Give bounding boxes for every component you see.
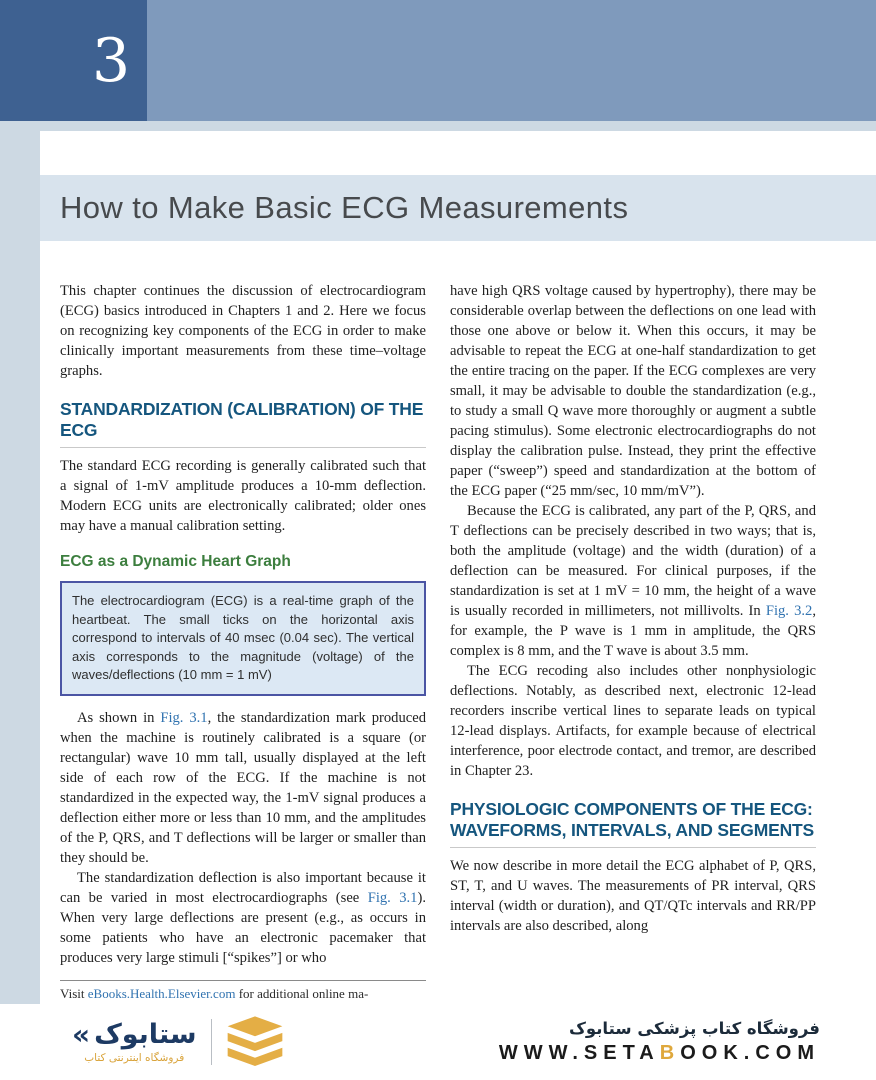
chapter-header-band (147, 0, 876, 121)
two-column-text (40, 241, 876, 1002)
text-segment: , for example, the P wave is 1 mm in amplitude, the QRS complex is 8 mm, and the T wave is about 3.5 mm. (450, 603, 816, 659)
url-highlight: B (659, 1042, 681, 1064)
calibration-paragraph: The standard ECG recording is generally calibrated such that a signal of 1-mV amplitude produces a 10-mm deflection. Modern ECG units are electronically calibrated; older ones may have a manual calibration setting. (60, 458, 426, 534)
logo-wordmark (72, 1020, 197, 1050)
standardization-deflection-paragraph (60, 868, 426, 968)
heading-standardization: STANDARDIZATION (CALIBRATION) OF THE ECG (60, 399, 426, 448)
chapter-number-box (0, 0, 147, 121)
bookstore-footer (0, 1004, 876, 1080)
standardization-mark-paragraph (60, 708, 426, 868)
text-segment: The standardization deflection is also important because it can be varied in most electrocardiographs (see (60, 869, 426, 906)
heading-physiologic-components: PHYSIOLOGIC COMPONENTS OF THE ECG: WAVEFORMS, INTERVALS, AND SEGMENTS (450, 799, 816, 848)
text-segment: ). When very large deflections are present (e.g., as occurs in some patients who have an electronic pacemaker that produces very large stimuli [“spikes”] or who (60, 889, 426, 966)
text-segment: As shown in (77, 709, 161, 726)
key-point-text: The electrocardiogram (ECG) is a real-time graph of the heartbeat. The small ticks on the horizontal axis correspond to intervals of 40 msec (0.04 sec). The vertical axis corresponds to the magnitude (voltage) of the waves/deflections (10 mm = 1 mV) (72, 593, 414, 682)
artifacts-paragraph: The ECG recoding also includes other nonphysiologic deflections. Notably, as described next, electronic 12-lead recorders inscribe vertical lines to separate leads on typical 12-lead displays. Artifacts, for example because of electrical interference, poor electrode contact, and tremor, are described in Chapter 23. (450, 663, 816, 779)
right-column (450, 281, 816, 1002)
logo-text-block (72, 1020, 197, 1064)
text-segment: , the standardization mark produced when the machine is routinely calibrated is a square (or rectangular) wave 10 mm tall, usually displayed at the left side of each row of the ECG. If the machine is not standardized in the expected way, the 1-mV signal produces a deflection either more or less than 10 mm, and the amplitudes of the P, QRS, and T deflections will be larger or smaller than they should be. (60, 709, 427, 866)
chapter-header (0, 0, 876, 121)
url-segment: OOK.COM (680, 1042, 820, 1064)
fig-3-1-link[interactable]: Fig. 3.1 (367, 889, 418, 906)
chapter-number: 3 (92, 25, 131, 96)
logo-subtitle: فروشگاه اینترنتی کتاب (84, 1051, 185, 1064)
heading-dynamic-heart-graph: ECG as a Dynamic Heart Graph (60, 553, 291, 570)
text-segment: Because the ECG is calibrated, any part of the P, QRS, and T deflections can be precisely described in two ways; that is, both the amplitude (voltage) and the width (duration) of a deflection can be measured. For clinical purposes, if the standardization is set at 1 mV = 10 mm, the height of a wave is usually recorded in millimeters, not millivolts. In (450, 503, 816, 619)
key-point-box (60, 581, 426, 696)
ebook-footnote (60, 980, 426, 1002)
chapter-title-band (40, 175, 876, 241)
url-segment: WWW.SETA (498, 1042, 660, 1064)
left-column (60, 281, 426, 1002)
double-chevron-icon: « (72, 1018, 91, 1051)
elsevier-ebooks-link[interactable]: eBooks.Health.Elsevier.com (87, 985, 236, 1001)
page-content-panel (40, 131, 876, 1004)
overlap-paragraph: have high QRS voltage caused by hypertrophy), there may be considerable overlap between the deflections on one lead with those one above or below it. When this occurs, it may be advisable to repeat the ECG at one-half standardization to get the entire tracing on the paper. If the ECG complexes are very small, it may be advisable to double the standardization (e.g., to study a small Q wave more thoroughly or augment a subtle pacing stimulus). Some electronic electrocardiographs do not display the calibration pulse. Instead, they print the effective paper (“sweep”) speed and standardization at the bottom of the ECG paper (“25 mm/sec, 10 mm/mV”). (450, 283, 816, 499)
fig-3-1-link[interactable]: Fig. 3.1 (160, 709, 208, 726)
store-title: فروشگاه کتاب پزشکی ستابوک (569, 1019, 820, 1038)
store-url (499, 1042, 820, 1065)
book-emblem-icon (226, 1016, 284, 1068)
logo-wordmark-text: ستابوک (94, 1019, 197, 1051)
setabook-logo (72, 1016, 284, 1068)
text-segment: Visit (60, 985, 88, 1001)
intro-paragraph: This chapter continues the discussion of electrocardiogram (ECG) basics introduced in Chapters 1 and 2. Here we focus on recognizing key components of the ECG in order to make clinically important measurements from these time–voltage graphs. (60, 283, 426, 379)
footer-store-info (499, 1019, 820, 1065)
logo-divider (211, 1019, 212, 1065)
waveforms-paragraph: We now describe in more detail the ECG alphabet of P, QRS, ST, T, and U waves. The measurements of PR interval, QRS interval (width or duration), and QT/QTc intervals and RR/PP intervals are also described, along (450, 858, 816, 934)
fig-3-2-link[interactable]: Fig. 3.2 (765, 603, 813, 619)
page-title: How to Make Basic ECG Measurements (60, 190, 629, 225)
text-segment: for additional online ma- (235, 985, 369, 1001)
measurement-paragraph (450, 501, 816, 661)
